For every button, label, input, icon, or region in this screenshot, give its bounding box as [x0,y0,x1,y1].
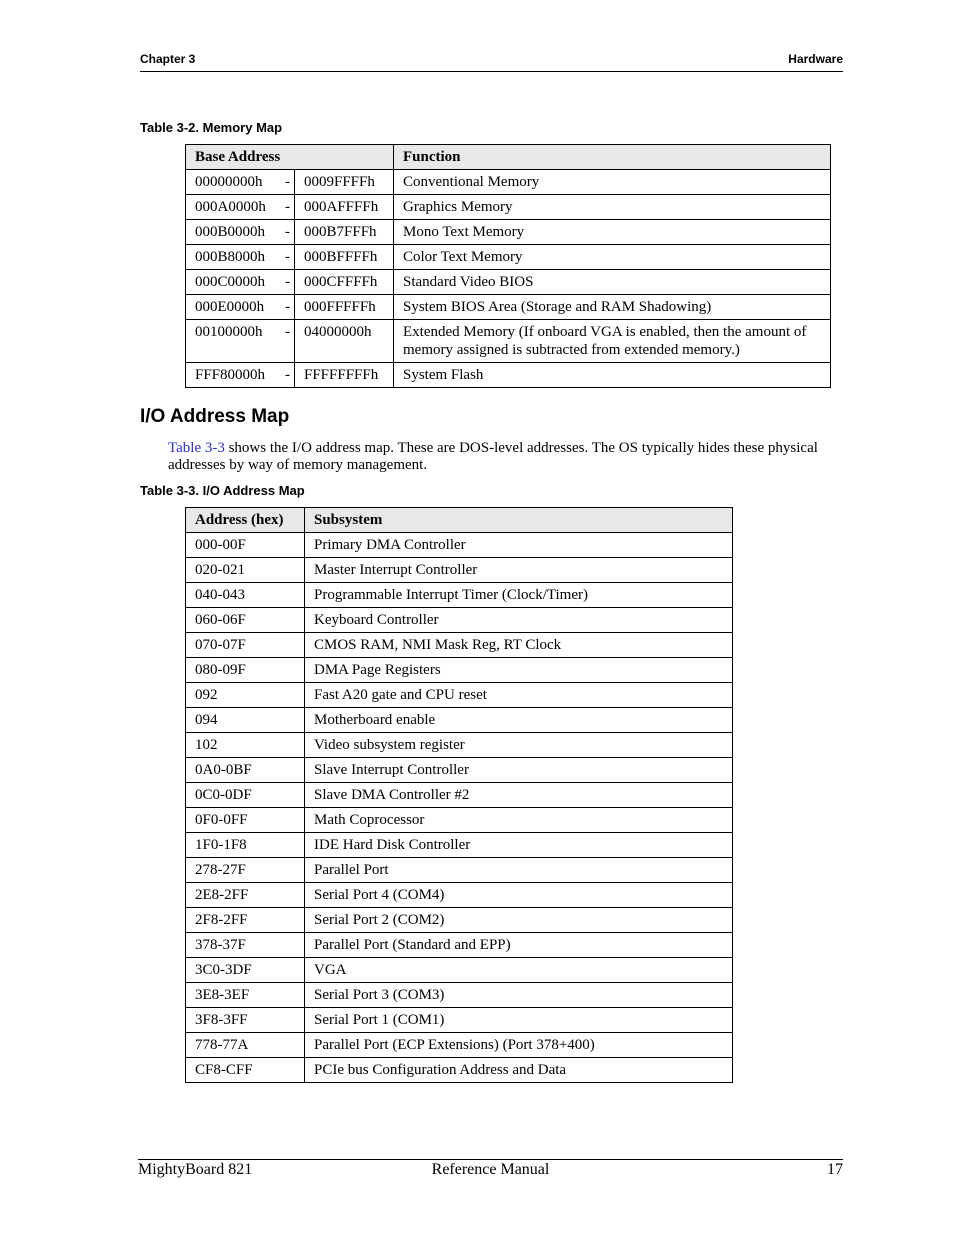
intro-paragraph [168,440,844,474]
table-row [186,833,733,858]
address-cell: 0C0-0DF [186,783,305,808]
subsystem-cell: Programmable Interrupt Timer (Clock/Timer) [305,583,733,608]
chapter-label: Chapter 3 [140,52,196,66]
address-cell: 070-07F [186,633,305,658]
start-address-cell [186,270,295,295]
address-cell: 000-00F [186,533,305,558]
function-cell: Standard Video BIOS [394,270,831,295]
table-row [186,320,831,363]
table-row [186,708,733,733]
section-label: Hardware [788,52,843,66]
start-address-cell [186,363,295,388]
end-address: 000B7FFFh [295,220,394,245]
table-row [186,170,831,195]
table-row [186,733,733,758]
address-cell: 040-043 [186,583,305,608]
page-footer [138,1159,843,1180]
subsystem-cell: Parallel Port (Standard and EPP) [305,933,733,958]
address-cell: 778-77A [186,1033,305,1058]
end-address: FFFFFFFFh [295,363,394,388]
table-header-row [186,145,831,170]
range-separator: - [285,274,290,290]
address-cell: 0A0-0BF [186,758,305,783]
table-row [186,933,733,958]
table-row [186,1058,733,1083]
start-address: 00100000h [195,324,263,340]
io-address-map-table [185,507,733,1083]
subsystem-cell: Math Coprocessor [305,808,733,833]
page-number: 17 [827,1161,843,1178]
subsystem-cell: CMOS RAM, NMI Mask Reg, RT Clock [305,633,733,658]
start-address-cell [186,245,295,270]
subsystem-cell: Master Interrupt Controller [305,558,733,583]
subsystem-cell: PCIe bus Configuration Address and Data [305,1058,733,1083]
start-address-cell [186,170,295,195]
subsystem-cell: IDE Hard Disk Controller [305,833,733,858]
table-row [186,583,733,608]
table-row [186,363,831,388]
subsystem-cell: Motherboard enable [305,708,733,733]
range-separator: - [285,299,290,315]
table-row [186,533,733,558]
start-address-cell [186,320,295,363]
function-cell: System BIOS Area (Storage and RAM Shadowing) [394,295,831,320]
subsystem-cell: Serial Port 4 (COM4) [305,883,733,908]
address-cell: CF8-CFF [186,1058,305,1083]
paragraph-text: shows the I/O address map. These are DOS-level addresses. The OS typically hides these physical addresses by way of memory management. [168,440,818,473]
subsystem-cell: Parallel Port (ECP Extensions) (Port 378+400) [305,1033,733,1058]
address-cell: 2E8-2FF [186,883,305,908]
start-address: FFF80000h [195,367,266,383]
table-row [186,608,733,633]
address-cell: 1F0-1F8 [186,833,305,858]
io-address-map-body [186,533,733,1083]
table-row [186,1033,733,1058]
table-row [186,758,733,783]
memory-map-body [186,170,831,388]
address-cell: 378-37F [186,933,305,958]
running-header [140,52,843,72]
table-row [186,658,733,683]
table-row [186,245,831,270]
table-row [186,983,733,1008]
table-row [186,683,733,708]
table-row [186,883,733,908]
memory-map-table [185,144,831,388]
start-address: 000C0000h [195,274,266,290]
address-cell: 3F8-3FF [186,1008,305,1033]
start-address-cell [186,195,295,220]
function-cell: Conventional Memory [394,170,831,195]
table-row [186,633,733,658]
footer-doc-title: Reference Manual [431,1161,550,1178]
table-row [186,270,831,295]
start-address-cell [186,220,295,245]
column-header-base-address: Base Address [186,145,394,170]
subsystem-cell: Serial Port 3 (COM3) [305,983,733,1008]
table-row [186,295,831,320]
footer-product: MightyBoard 821 [138,1161,253,1178]
start-address: 000B8000h [195,249,266,265]
start-address: 000A0000h [195,199,266,215]
address-cell: 060-06F [186,608,305,633]
address-cell: 102 [186,733,305,758]
range-separator: - [285,367,290,383]
subsystem-cell: Slave DMA Controller #2 [305,783,733,808]
start-address: 000E0000h [195,299,265,315]
address-cell: 278-27F [186,858,305,883]
range-separator: - [285,324,290,340]
range-separator: - [285,199,290,215]
start-address-cell [186,295,295,320]
end-address: 04000000h [295,320,394,363]
address-cell: 020-021 [186,558,305,583]
table-row [186,858,733,883]
address-cell: 2F8-2FF [186,908,305,933]
table-row [186,908,733,933]
table-row [186,783,733,808]
section-heading: I/O Address Map [140,406,290,427]
address-cell: 094 [186,708,305,733]
range-separator: - [285,224,290,240]
start-address: 00000000h [195,174,263,190]
function-cell: Color Text Memory [394,245,831,270]
subsystem-cell: Video subsystem register [305,733,733,758]
end-address: 000CFFFFh [295,270,394,295]
table-row [186,808,733,833]
end-address: 000AFFFFh [295,195,394,220]
io-table-caption: Table 3-3. I/O Address Map [140,483,305,498]
table-row [186,1008,733,1033]
range-separator: - [285,174,290,190]
memory-table-caption: Table 3-2. Memory Map [140,120,283,135]
end-address: 000BFFFFh [295,245,394,270]
function-cell: Extended Memory (If onboard VGA is enabled, then the amount of memory assigned is subtracted from extended memory.) [394,320,831,363]
function-cell: Graphics Memory [394,195,831,220]
subsystem-cell: Parallel Port [305,858,733,883]
table-row [186,558,733,583]
subsystem-cell: Serial Port 2 (COM2) [305,908,733,933]
column-header-function: Function [394,145,831,170]
table-reference-link[interactable]: Table 3-3 [168,440,225,456]
table-header-row [186,508,733,533]
subsystem-cell: Serial Port 1 (COM1) [305,1008,733,1033]
column-header-subsystem: Subsystem [305,508,733,533]
address-cell: 3C0-3DF [186,958,305,983]
address-cell: 0F0-0FF [186,808,305,833]
subsystem-cell: Primary DMA Controller [305,533,733,558]
subsystem-cell: VGA [305,958,733,983]
address-cell: 3E8-3EF [186,983,305,1008]
column-header-address: Address (hex) [186,508,305,533]
address-cell: 092 [186,683,305,708]
subsystem-cell: Fast A20 gate and CPU reset [305,683,733,708]
range-separator: - [285,249,290,265]
subsystem-cell: DMA Page Registers [305,658,733,683]
table-row [186,220,831,245]
address-cell: 080-09F [186,658,305,683]
table-row [186,195,831,220]
function-cell: Mono Text Memory [394,220,831,245]
subsystem-cell: Slave Interrupt Controller [305,758,733,783]
subsystem-cell: Keyboard Controller [305,608,733,633]
table-row [186,958,733,983]
function-cell: System Flash [394,363,831,388]
end-address: 0009FFFFh [295,170,394,195]
start-address: 000B0000h [195,224,266,240]
end-address: 000FFFFFh [295,295,394,320]
